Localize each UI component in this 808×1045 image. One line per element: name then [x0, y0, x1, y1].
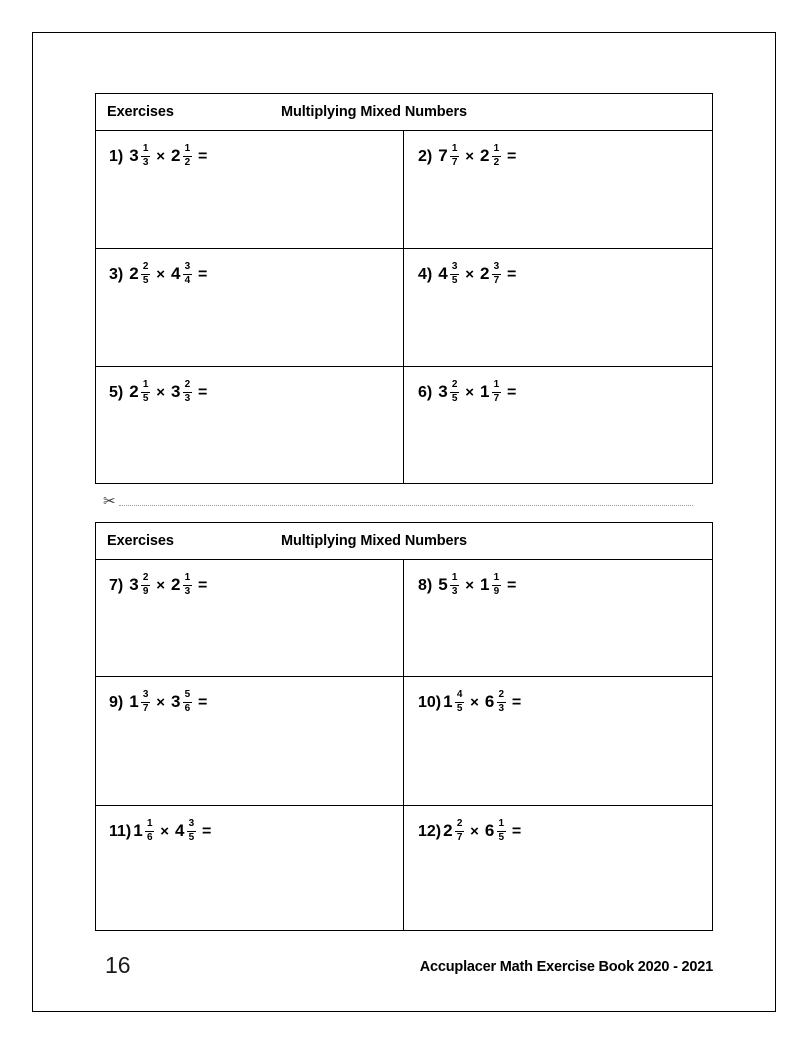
problem-cell-7[interactable] [96, 560, 404, 676]
problem-expression [418, 380, 712, 405]
numerator: 1 [451, 143, 458, 154]
whole-part: 2 [170, 146, 181, 166]
whole-part: 4 [170, 264, 181, 284]
fraction-part [141, 690, 150, 715]
problem-expression [109, 573, 403, 598]
fraction-part [141, 573, 150, 598]
whole-part: 5 [438, 575, 448, 595]
table-header-2 [96, 523, 712, 560]
mixed-number-b [485, 690, 506, 715]
multiply-operator: × [156, 266, 165, 284]
equals-sign: = [197, 148, 208, 166]
fraction-part [183, 380, 192, 405]
header-exercises-label: Exercises [107, 104, 174, 120]
problem-cell-11[interactable] [96, 806, 404, 930]
multiply-operator: × [465, 384, 474, 402]
multiply-operator: × [470, 823, 479, 841]
mixed-number-a [438, 144, 459, 169]
denominator: 7 [493, 393, 500, 405]
table-row [96, 249, 712, 367]
whole-part: 2 [129, 382, 139, 402]
multiply-operator: × [156, 148, 165, 166]
numerator: 2 [456, 818, 463, 829]
fraction-part [492, 573, 501, 598]
whole-part: 4 [174, 821, 185, 841]
problem-expression [418, 690, 712, 715]
numerator: 1 [493, 379, 500, 390]
denominator: 4 [184, 275, 191, 287]
problem-cell-12[interactable] [404, 806, 712, 930]
denominator: 2 [493, 157, 500, 169]
mixed-number-b [480, 380, 501, 405]
equals-sign: = [197, 266, 208, 284]
exercise-table-1 [95, 93, 713, 484]
numerator: 1 [498, 818, 505, 829]
fraction-part [492, 262, 501, 287]
numerator: 1 [451, 572, 458, 583]
table-row [96, 131, 712, 249]
fraction-part [183, 144, 192, 169]
denominator: 5 [142, 275, 149, 287]
fraction-part [492, 144, 501, 169]
numerator: 2 [184, 379, 191, 390]
problem-cell-3[interactable] [96, 249, 404, 366]
numerator: 2 [451, 379, 458, 390]
problem-number: 3) [109, 266, 124, 284]
cut-line-dots [119, 504, 693, 506]
denominator: 6 [146, 832, 153, 844]
problem-cell-1[interactable] [96, 131, 404, 248]
cut-line [103, 492, 693, 510]
denominator: 7 [451, 157, 458, 169]
problem-cell-10[interactable] [404, 677, 712, 805]
whole-part: 2 [443, 821, 453, 841]
whole-part: 1 [479, 575, 490, 595]
denominator: 6 [184, 703, 191, 715]
table-row [96, 677, 712, 806]
table-header-1 [96, 94, 712, 131]
numerator: 2 [142, 572, 149, 583]
fraction-part [145, 819, 154, 844]
page-number: 16 [105, 952, 131, 978]
whole-part: 3 [129, 146, 139, 166]
equals-sign: = [197, 384, 208, 402]
table-row [96, 806, 712, 930]
problem-expression [418, 144, 712, 169]
multiply-operator: × [470, 694, 479, 712]
whole-part: 6 [484, 692, 495, 712]
fraction-part [450, 380, 459, 405]
fraction-part [492, 380, 501, 405]
numerator: 1 [184, 143, 191, 154]
mixed-number-a [443, 819, 464, 844]
whole-part: 3 [438, 382, 448, 402]
header-topic-label: Multiplying Mixed Numbers [281, 533, 468, 549]
equals-sign: = [506, 266, 517, 284]
denominator: 3 [184, 586, 191, 598]
mixed-number-b [171, 262, 192, 287]
exercise-table-2 [95, 522, 713, 931]
mixed-number-a [129, 380, 150, 405]
whole-part: 2 [129, 264, 139, 284]
fraction-part [141, 144, 150, 169]
problem-expression [418, 573, 712, 598]
problem-number: 1) [109, 148, 124, 166]
denominator: 7 [493, 275, 500, 287]
fraction-part [497, 819, 506, 844]
whole-part: 3 [170, 382, 181, 402]
fraction-part [455, 690, 464, 715]
denominator: 7 [142, 703, 149, 715]
problem-expression [109, 380, 403, 405]
fraction-part [450, 573, 459, 598]
fraction-part [183, 573, 192, 598]
equals-sign: = [511, 694, 522, 712]
denominator: 5 [456, 703, 463, 715]
problem-expression [109, 819, 403, 844]
header-topic-label: Multiplying Mixed Numbers [281, 104, 468, 120]
mixed-number-a [443, 690, 464, 715]
problem-number: 5) [109, 384, 124, 402]
mixed-number-b [485, 819, 506, 844]
denominator: 9 [142, 586, 149, 598]
numerator: 1 [142, 143, 149, 154]
multiply-operator: × [465, 577, 474, 595]
multiply-operator: × [465, 148, 474, 166]
problem-cell-6[interactable] [404, 367, 712, 483]
whole-part: 1 [133, 821, 143, 841]
whole-part: 7 [438, 146, 448, 166]
header-exercises-label: Exercises [107, 533, 174, 549]
mixed-number-b [171, 380, 192, 405]
problem-number: 7) [109, 577, 124, 595]
mixed-number-a [438, 380, 459, 405]
problem-number: 8) [418, 577, 433, 595]
whole-part: 1 [443, 692, 453, 712]
fraction-part [141, 262, 150, 287]
mixed-number-b [175, 819, 196, 844]
equals-sign: = [506, 577, 517, 595]
numerator: 2 [498, 689, 505, 700]
denominator: 3 [184, 393, 191, 405]
mixed-number-a [129, 573, 150, 598]
problem-cell-4[interactable] [404, 249, 712, 366]
fraction-part [455, 819, 464, 844]
numerator: 1 [184, 572, 191, 583]
mixed-number-b [480, 144, 501, 169]
whole-part: 6 [484, 821, 495, 841]
problem-cell-8[interactable] [404, 560, 712, 676]
denominator: 9 [493, 586, 500, 598]
fraction-part [183, 690, 192, 715]
fraction-part [183, 262, 192, 287]
whole-part: 3 [129, 575, 139, 595]
numerator: 1 [493, 143, 500, 154]
multiply-operator: × [156, 577, 165, 595]
mixed-number-b [171, 144, 192, 169]
equals-sign: = [506, 384, 517, 402]
problem-expression [418, 819, 712, 844]
fraction-part [450, 144, 459, 169]
numerator: 1 [493, 572, 500, 583]
numerator: 3 [142, 689, 149, 700]
mixed-number-a [129, 144, 150, 169]
mixed-number-b [171, 690, 192, 715]
whole-part: 1 [129, 692, 139, 712]
mixed-number-a [133, 819, 154, 844]
fraction-part [187, 819, 196, 844]
numerator: 1 [142, 379, 149, 390]
numerator: 2 [142, 261, 149, 272]
equals-sign: = [511, 823, 522, 841]
multiply-operator: × [465, 266, 474, 284]
problem-expression [109, 144, 403, 169]
fraction-part [450, 262, 459, 287]
mixed-number-a [129, 262, 150, 287]
table-row [96, 560, 712, 677]
equals-sign: = [506, 148, 517, 166]
equals-sign: = [197, 577, 208, 595]
page-footer [95, 952, 713, 984]
mixed-number-a [438, 573, 459, 598]
mixed-number-b [480, 262, 501, 287]
problem-cell-5[interactable] [96, 367, 404, 483]
denominator: 2 [184, 157, 191, 169]
numerator: 1 [146, 818, 153, 829]
denominator: 5 [498, 832, 505, 844]
problem-number: 10) [418, 694, 442, 712]
denominator: 7 [456, 832, 463, 844]
whole-part: 1 [479, 382, 490, 402]
numerator: 4 [456, 689, 463, 700]
scissors-icon: ✂ [103, 492, 116, 510]
equals-sign: = [197, 694, 208, 712]
denominator: 5 [188, 832, 195, 844]
numerator: 3 [188, 818, 195, 829]
problem-number: 9) [109, 694, 124, 712]
problem-cell-2[interactable] [404, 131, 712, 248]
fraction-part [497, 690, 506, 715]
denominator: 3 [142, 157, 149, 169]
whole-part: 4 [438, 264, 448, 284]
whole-part: 2 [479, 146, 490, 166]
denominator: 5 [451, 393, 458, 405]
problem-number: 6) [418, 384, 433, 402]
equals-sign: = [201, 823, 212, 841]
problem-number: 12) [418, 823, 442, 841]
problem-expression [109, 690, 403, 715]
problem-expression [418, 262, 712, 287]
book-title: Accuplacer Math Exercise Book 2020 - 2021 [419, 959, 713, 975]
denominator: 3 [498, 703, 505, 715]
multiply-operator: × [156, 384, 165, 402]
denominator: 3 [451, 586, 458, 598]
multiply-operator: × [160, 823, 169, 841]
mixed-number-a [129, 690, 150, 715]
problem-number: 4) [418, 266, 433, 284]
numerator: 3 [451, 261, 458, 272]
numerator: 3 [184, 261, 191, 272]
problem-expression [109, 262, 403, 287]
mixed-number-b [171, 573, 192, 598]
whole-part: 3 [170, 692, 181, 712]
table-row [96, 367, 712, 483]
fraction-part [141, 380, 150, 405]
multiply-operator: × [156, 694, 165, 712]
numerator: 3 [493, 261, 500, 272]
problem-number: 11) [109, 823, 132, 841]
problem-cell-9[interactable] [96, 677, 404, 805]
mixed-number-b [480, 573, 501, 598]
whole-part: 2 [479, 264, 490, 284]
whole-part: 2 [170, 575, 181, 595]
problem-number: 2) [418, 148, 433, 166]
denominator: 5 [142, 393, 149, 405]
mixed-number-a [438, 262, 459, 287]
denominator: 5 [451, 275, 458, 287]
numerator: 5 [184, 689, 191, 700]
